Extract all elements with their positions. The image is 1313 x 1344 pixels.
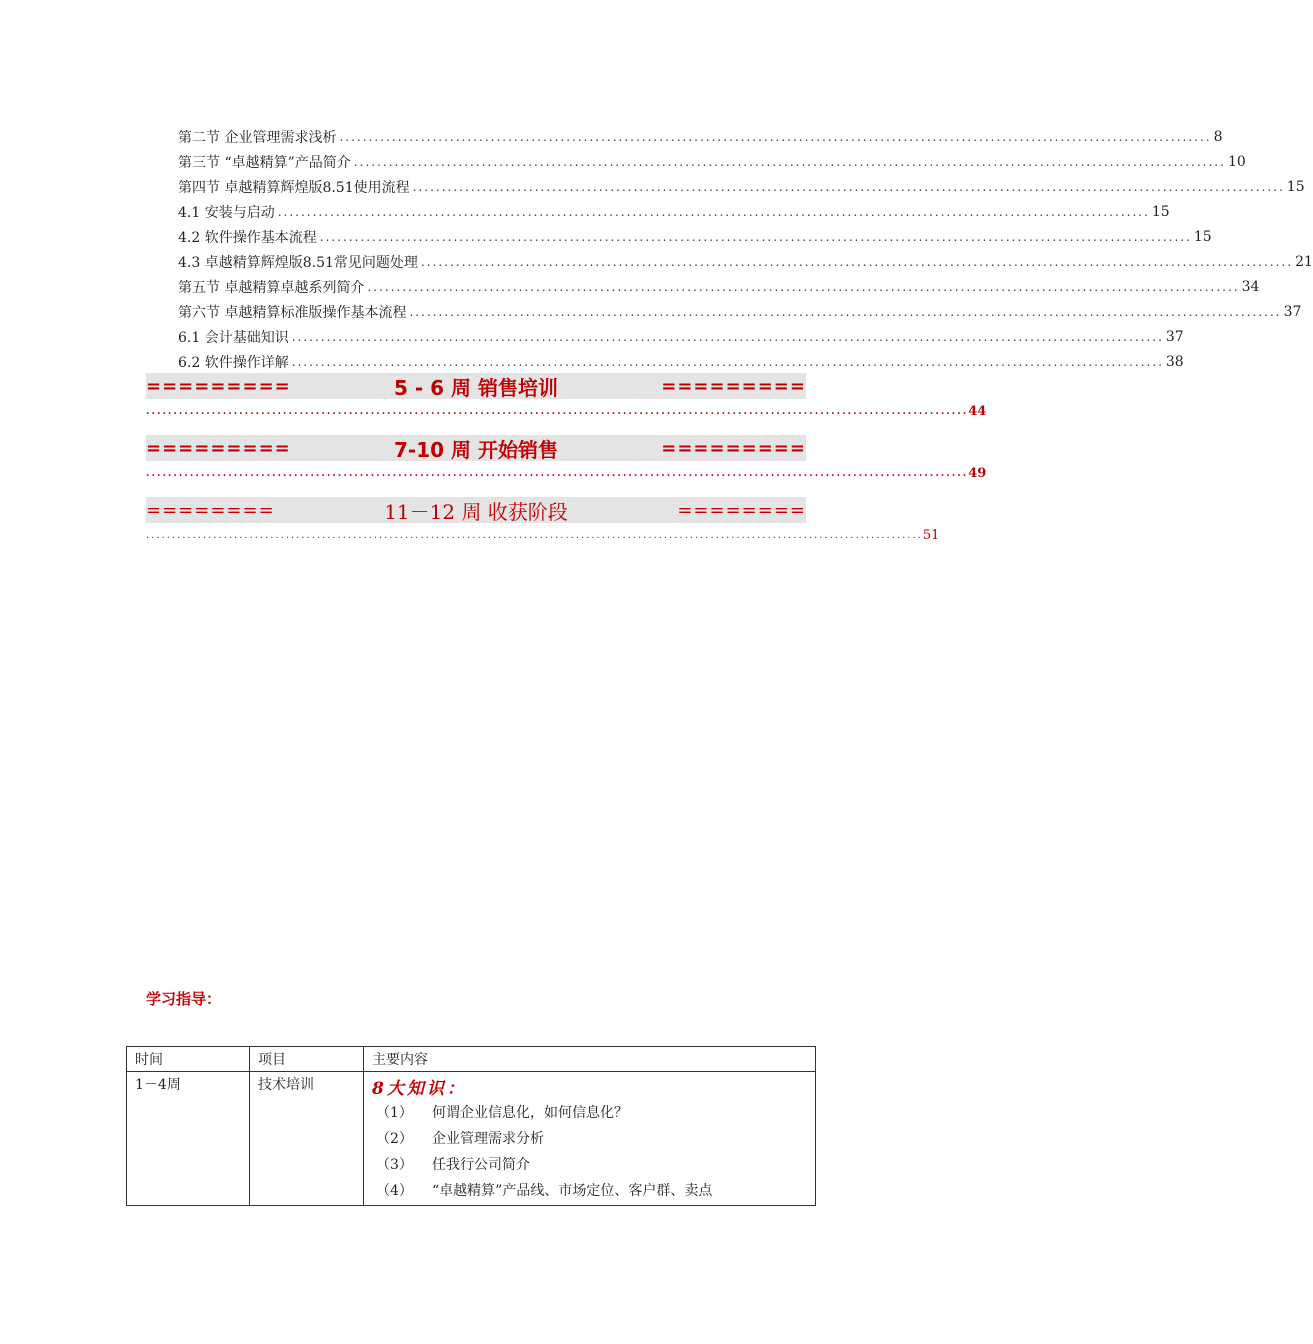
dot-leader: ...................................................................................................................................................... xyxy=(420,254,1294,269)
week-dot-line xyxy=(146,399,987,423)
week-label: 5 - 6 周 销售培训 xyxy=(394,375,558,400)
equals-rule-right: ========= xyxy=(661,437,806,459)
dot-leader: ...................................................................................................................................................... xyxy=(146,405,969,417)
equals-rule-left: ========= xyxy=(146,375,291,397)
week-label: 11－12 周 收获阶段 xyxy=(384,499,568,524)
toc-entry-page: 34 xyxy=(1241,278,1260,295)
week-heading xyxy=(146,373,806,399)
toc-entry-page: 8 xyxy=(1213,128,1223,145)
week-page: 44 xyxy=(968,403,987,419)
toc-entry-page: 15 xyxy=(1151,203,1170,220)
equals-rule-right: ======== xyxy=(677,499,806,521)
dot-leader: ...................................................................................................................................................... xyxy=(339,129,1212,144)
week-heading xyxy=(146,497,806,523)
item-number: （4） xyxy=(376,1183,413,1199)
toc-entry[interactable] xyxy=(178,199,1170,224)
item-number: （2） xyxy=(376,1131,413,1147)
list-item xyxy=(372,1125,807,1151)
toc-entry[interactable] xyxy=(178,149,1246,174)
dot-leader: ...................................................................................................................................................... xyxy=(291,354,1164,369)
table-header-row xyxy=(127,1047,816,1072)
cell-item: 技术培训 xyxy=(250,1072,364,1206)
week-dot-line xyxy=(146,461,987,485)
toc-entry-page: 37 xyxy=(1165,328,1184,345)
toc-entry[interactable] xyxy=(178,324,1184,349)
toc-entry-title: 6.2 软件操作详解 xyxy=(178,352,292,372)
dot-leader: ...................................................................................................................................................... xyxy=(367,279,1240,294)
dot-leader: ...................................................................................................................................................... xyxy=(277,204,1150,219)
dot-leader: ...................................................................................................................................................... xyxy=(353,154,1226,169)
item-number: （1） xyxy=(376,1105,413,1121)
toc-entry[interactable] xyxy=(178,299,1302,324)
toc-entry-title: 第五节 卓越精算卓越系列简介 xyxy=(178,277,367,297)
toc-entry-title: 6.1 会计基础知识 xyxy=(178,327,292,347)
item-text: “卓越精算”产品线、市场定位、客户群、卖点 xyxy=(432,1183,713,1199)
toc-entry-page: 37 xyxy=(1283,303,1302,320)
list-item xyxy=(372,1177,807,1203)
toc-entry[interactable] xyxy=(178,124,1223,149)
cell-content xyxy=(364,1072,816,1206)
header-item: 项目 xyxy=(250,1047,364,1072)
item-text: 任我行公司简介 xyxy=(432,1157,530,1173)
equals-rule-left: ========= xyxy=(146,437,291,459)
dot-leader: ...................................................................................................................................................... xyxy=(291,329,1164,344)
toc-entry-page: 38 xyxy=(1165,353,1184,370)
week-page: 51 xyxy=(922,527,940,543)
study-plan-table xyxy=(126,1046,816,1206)
dot-leader: ...................................................................................................................................................... xyxy=(146,529,923,541)
table-of-contents xyxy=(178,124,1313,374)
dot-leader: ...................................................................................................................................................... xyxy=(146,467,969,479)
week-section-sales-training[interactable] xyxy=(146,373,987,423)
dot-leader: ...................................................................................................................................................... xyxy=(409,304,1282,319)
table-row xyxy=(127,1072,816,1206)
knowledge-title: 8大知识： xyxy=(372,1079,467,1099)
header-time: 时间 xyxy=(127,1047,250,1072)
toc-entry-title: 4.3 卓越精算辉煌版8.51常见问题处理 xyxy=(178,252,421,272)
week-section-start-selling[interactable] xyxy=(146,435,987,485)
item-text: 企业管理需求分析 xyxy=(432,1131,544,1147)
toc-entry-title: 4.1 安装与启动 xyxy=(178,202,278,222)
toc-entry[interactable] xyxy=(178,224,1212,249)
week-heading xyxy=(146,435,806,461)
dot-leader: ...................................................................................................................................................... xyxy=(412,179,1285,194)
toc-entry-title: 第二节 企业管理需求浅析 xyxy=(178,127,339,147)
equals-rule-right: ========= xyxy=(661,375,806,397)
toc-entry-page: 10 xyxy=(1227,153,1246,170)
equals-rule-left: ======== xyxy=(146,499,275,521)
list-item xyxy=(372,1099,807,1125)
item-text: 何谓企业信息化，如何信息化？ xyxy=(432,1105,628,1121)
dot-leader: ...................................................................................................................................................... xyxy=(319,229,1192,244)
week-page: 49 xyxy=(968,465,987,481)
toc-entry[interactable] xyxy=(178,249,1313,274)
item-number: （3） xyxy=(376,1157,413,1173)
toc-entry[interactable] xyxy=(178,349,1184,374)
toc-entry-title: 4.2 软件操作基本流程 xyxy=(178,227,320,247)
cell-time: 1－4周 xyxy=(127,1072,250,1206)
week-dot-line xyxy=(146,523,940,547)
toc-entry-title: 第六节 卓越精算标准版操作基本流程 xyxy=(178,302,409,322)
header-content: 主要内容 xyxy=(364,1047,816,1072)
week-label: 7-10 周 开始销售 xyxy=(394,437,558,462)
toc-entry-page: 15 xyxy=(1286,178,1305,195)
list-item xyxy=(372,1151,807,1177)
toc-entry[interactable] xyxy=(178,274,1260,299)
toc-entry-page: 15 xyxy=(1193,228,1212,245)
week-section-harvest[interactable] xyxy=(146,497,940,547)
toc-entry-title: 第四节 卓越精算辉煌版8.51使用流程 xyxy=(178,177,413,197)
toc-entry-title: 第三节 “卓越精算”产品简介 xyxy=(178,152,354,172)
toc-entry-page: 21 xyxy=(1295,253,1313,270)
study-guide-title: 学习指导： xyxy=(146,990,222,1008)
toc-entry[interactable] xyxy=(178,174,1305,199)
